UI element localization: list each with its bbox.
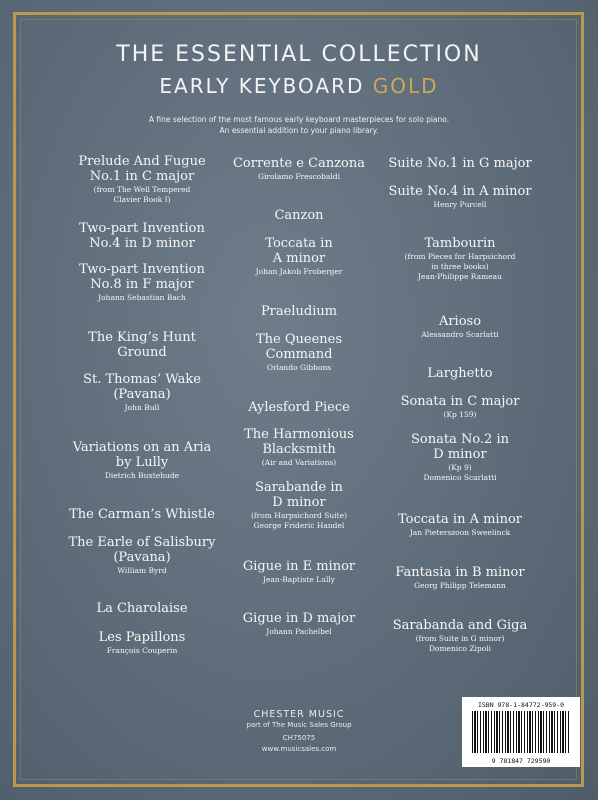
piece-title: St. Thomas’ Wake — [83, 372, 201, 387]
piece-title: The Carman’s Whistle — [69, 507, 215, 522]
description-line-1: A fine selection of the most famous early keyboard masterpieces for solo piano. — [148, 115, 450, 124]
piece-title: by Lully — [115, 455, 169, 470]
piece-title: La Charolaise — [96, 601, 188, 616]
list-item — [360, 156, 560, 171]
piece-title: Suite No.1 in G major — [388, 156, 532, 171]
piece-title: Gigue in E minor — [242, 559, 356, 574]
piece-credit: Domenico Scarlatti — [423, 473, 497, 482]
piece-credit: George Frideric Handel — [253, 521, 345, 530]
piece-title: The Queenes — [255, 332, 343, 347]
piece-title: Two-part Invention — [79, 262, 205, 277]
piece-title: D minor — [272, 495, 326, 510]
piece-credit: (Kp 159) — [443, 410, 477, 419]
piece-title: Sonata in C major — [400, 394, 520, 409]
list-item — [360, 394, 560, 419]
piece-title: No.1 in C major — [89, 169, 195, 184]
barcode-icon — [472, 711, 570, 753]
piece-credit: (from Suite in G minor) — [415, 634, 505, 643]
piece-credit: Clavier Book I) — [113, 195, 171, 204]
piece-title: Corrente e Canzona — [232, 156, 365, 171]
piece-title: Sonata No.2 in — [410, 432, 509, 447]
book-title-accent: GOLD — [372, 74, 439, 98]
piece-credit: Johan Jakob Froberger — [255, 267, 343, 276]
piece-credit: (from Pieces for Harpsichord — [404, 252, 516, 261]
piece-title: Les Papillons — [98, 630, 186, 645]
piece-credit: Domenico Zipoli — [428, 644, 492, 653]
piece-title: Toccata in — [265, 236, 333, 251]
list-item — [360, 565, 560, 590]
piece-credit: (Kp 9) — [448, 463, 472, 472]
piece-title: Sarabande in — [255, 480, 343, 495]
piece-credit: (Air and Variations) — [261, 458, 337, 467]
piece-title: Blacksmith — [262, 442, 336, 457]
piece-title: The King’s Hunt — [88, 330, 196, 345]
piece-title: Ground — [117, 345, 167, 360]
piece-title: A minor — [272, 251, 326, 266]
piece-title: Command — [265, 347, 333, 362]
piece-credit: Orlando Gibbons — [266, 363, 332, 372]
isbn-barcode — [462, 697, 580, 767]
piece-title: Sarabanda and Giga — [392, 618, 528, 633]
piece-title: The Harmonious — [244, 427, 354, 442]
piece-title: Canzon — [274, 208, 324, 223]
piece-credit: Girolamo Frescobaldi — [257, 172, 341, 181]
piece-credit: Georg Philipp Telemann — [414, 581, 506, 590]
piece-credit: John Bull — [124, 403, 160, 412]
piece-title: (Pavana) — [113, 387, 171, 402]
list-item — [360, 512, 560, 537]
publisher-group: part of The Music Sales Group — [246, 721, 352, 729]
piece-title: Gigue in D major — [242, 611, 356, 626]
piece-credit: Henry Purcell — [433, 200, 487, 209]
piece-credit: Johann Pachelbel — [266, 627, 332, 636]
collection-title: THE ESSENTIAL COLLECTION — [116, 42, 482, 67]
piece-title: Arioso — [438, 314, 482, 329]
piece-title: No.8 in F major — [90, 277, 194, 292]
list-item — [199, 208, 399, 223]
piece-title: Variations on an Aria — [72, 440, 212, 455]
piece-credit: (from Harpsichord Suite) — [250, 511, 347, 520]
piece-title: Praeludium — [260, 304, 338, 319]
list-item — [360, 314, 560, 339]
list-item — [360, 236, 560, 281]
book-title-main: EARLY KEYBOARD — [159, 74, 365, 98]
isbn-label: ISBN 978-1-84772-959-0 — [477, 701, 565, 709]
piece-credit: William Byrd — [117, 566, 167, 575]
piece-title: Larghetto — [427, 366, 493, 381]
piece-title: Suite No.4 in A minor — [388, 184, 532, 199]
piece-title: Prelude And Fugue — [78, 154, 206, 169]
publisher-website: www.musicsales.com — [261, 745, 337, 753]
piece-title: Aylesford Piece — [248, 400, 350, 415]
book-title — [0, 74, 598, 98]
list-item — [360, 184, 560, 209]
catalogue-number: CH75075 — [282, 734, 316, 742]
piece-title: The Earle of Salisbury — [68, 535, 216, 550]
piece-title: Tambourin — [424, 236, 496, 251]
piece-credit: Jean-Baptiste Lully — [262, 575, 335, 584]
list-item — [360, 618, 560, 653]
piece-title: (Pavana) — [113, 550, 171, 565]
piece-credit: Jan Pieterszoon Sweelinck — [409, 528, 511, 537]
description-line-2: An essential addition to your piano library. — [219, 126, 379, 135]
piece-title: Two-part Invention — [79, 221, 205, 236]
piece-credit: Jean-Philippe Rameau — [418, 272, 502, 281]
publisher-name: CHESTER MUSIC — [253, 709, 345, 720]
piece-credit: in three books) — [431, 262, 489, 271]
isbn-digits: 9 781847 729590 — [491, 757, 551, 765]
piece-title: D minor — [433, 447, 487, 462]
piece-credit: Dietrich Buxtehude — [104, 471, 180, 480]
list-item — [360, 432, 560, 482]
piece-credit: François Couperin — [106, 646, 178, 655]
piece-credit: Alessandro Scarlatti — [421, 330, 499, 339]
piece-title: No.4 in D minor — [89, 236, 195, 251]
piece-title: Toccata in A minor — [398, 512, 522, 527]
piece-credit: Johann Sebastian Bach — [98, 293, 186, 302]
piece-credit: (from The Well Tempered — [93, 185, 191, 194]
list-item — [360, 366, 560, 381]
piece-title: Fantasia in B minor — [395, 565, 525, 580]
